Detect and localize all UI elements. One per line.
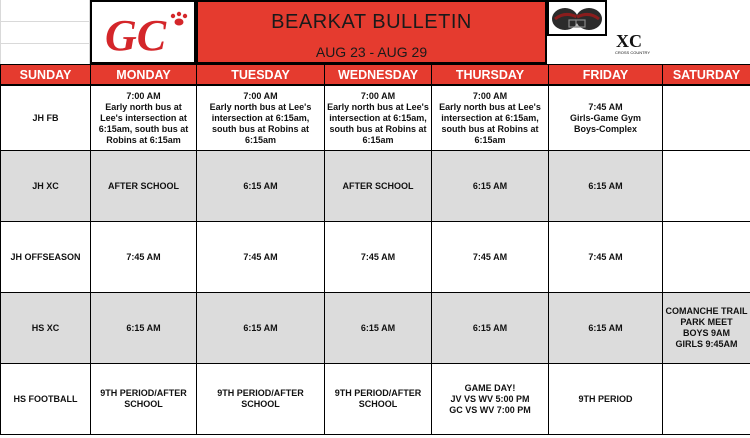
schedule-cell: 7:45 AM — [432, 222, 549, 293]
gc-logo-text: GC — [105, 11, 167, 60]
gc-logo — [90, 0, 196, 64]
row-label: JH FB — [1, 85, 91, 151]
table-row — [1, 85, 750, 151]
helmet-icon — [576, 8, 602, 30]
schedule-cell: 7:00 AM Early north bus at Lee's intersection at 6:15am, south bus at Robins at 6:15am — [91, 85, 197, 151]
schedule-cell: 9TH PERIOD/AFTER SCHOOL — [197, 364, 325, 435]
xc-logo-caption: CROSS COUNTRY — [615, 50, 651, 55]
schedule-cell: 6:15 AM — [197, 151, 325, 222]
schedule-cell: AFTER SCHOOL — [325, 151, 432, 222]
bulletin-title: BEARKAT BULLETIN — [271, 11, 472, 33]
schedule-cell: 9TH PERIOD/AFTER SCHOOL — [325, 364, 432, 435]
schedule-cell: GAME DAY! JV VS WV 5:00 PM GC VS WV 7:00 PM — [432, 364, 549, 435]
schedule-table — [0, 64, 750, 435]
day-header: THURSDAY — [432, 65, 549, 86]
helmet-icon — [552, 8, 578, 30]
table-row — [1, 222, 750, 293]
schedule-cell: 7:45 AM — [197, 222, 325, 293]
paw-icon — [171, 12, 187, 26]
schedule-cell-empty — [663, 364, 750, 435]
schedule-cell: 9TH PERIOD/AFTER SCHOOL — [91, 364, 197, 435]
schedule-cell-empty — [663, 85, 750, 151]
table-row — [1, 151, 750, 222]
bulletin-banner — [196, 0, 547, 64]
schedule-cell-empty — [663, 222, 750, 293]
date-range: AUG 23 - AUG 29 — [315, 44, 428, 60]
day-header: MONDAY — [91, 65, 197, 86]
day-header: FRIDAY — [549, 65, 663, 86]
schedule-cell: 7:45 AM Girls-Game Gym Boys-Complex — [549, 85, 663, 151]
day-header: SUNDAY — [1, 65, 91, 86]
schedule-cell: 7:00 AM Early north bus at Lee's intersection at 6:15am, south bus at Robins at 6:15am — [197, 85, 325, 151]
schedule-cell: 7:45 AM — [549, 222, 663, 293]
schedule-cell: 6:15 AM — [432, 293, 549, 364]
day-header: SATURDAY — [663, 65, 750, 86]
row-label: HS XC — [1, 293, 91, 364]
schedule-cell: 6:15 AM — [549, 151, 663, 222]
row-label: HS FOOTBALL — [1, 364, 91, 435]
row-label: JH OFFSEASON — [1, 222, 91, 293]
schedule-cell: 6:15 AM — [91, 293, 197, 364]
schedule-cell: 6:15 AM — [325, 293, 432, 364]
helmets-image — [547, 0, 607, 36]
row-label: JH XC — [1, 151, 91, 222]
day-header: WEDNESDAY — [325, 65, 432, 86]
schedule-cell: AFTER SCHOOL — [91, 151, 197, 222]
table-row — [1, 364, 750, 435]
xc-logo — [612, 28, 652, 56]
xc-logo-text: XC — [616, 31, 642, 51]
schedule-cell: 6:15 AM — [197, 293, 325, 364]
schedule-cell: 7:45 AM — [91, 222, 197, 293]
schedule-cell: 7:00 AM Early north bus at Lee's intersection at 6:15am, south bus at Robins at 6:15am — [325, 85, 432, 151]
schedule-cell: 6:15 AM — [432, 151, 549, 222]
schedule-cell: 6:15 AM — [549, 293, 663, 364]
schedule-cell: 9TH PERIOD — [549, 364, 663, 435]
schedule-cell-empty — [663, 151, 750, 222]
schedule-cell: COMANCHE TRAIL PARK MEET BOYS 9AM GIRLS 9:45AM — [663, 293, 750, 364]
day-header-row — [1, 65, 750, 86]
schedule-cell: 7:45 AM — [325, 222, 432, 293]
table-row — [1, 293, 750, 364]
schedule-cell: 7:00 AM Early north bus at Lee's intersection at 6:15am, south bus at Robins at 6:15am — [432, 85, 549, 151]
day-header: TUESDAY — [197, 65, 325, 86]
